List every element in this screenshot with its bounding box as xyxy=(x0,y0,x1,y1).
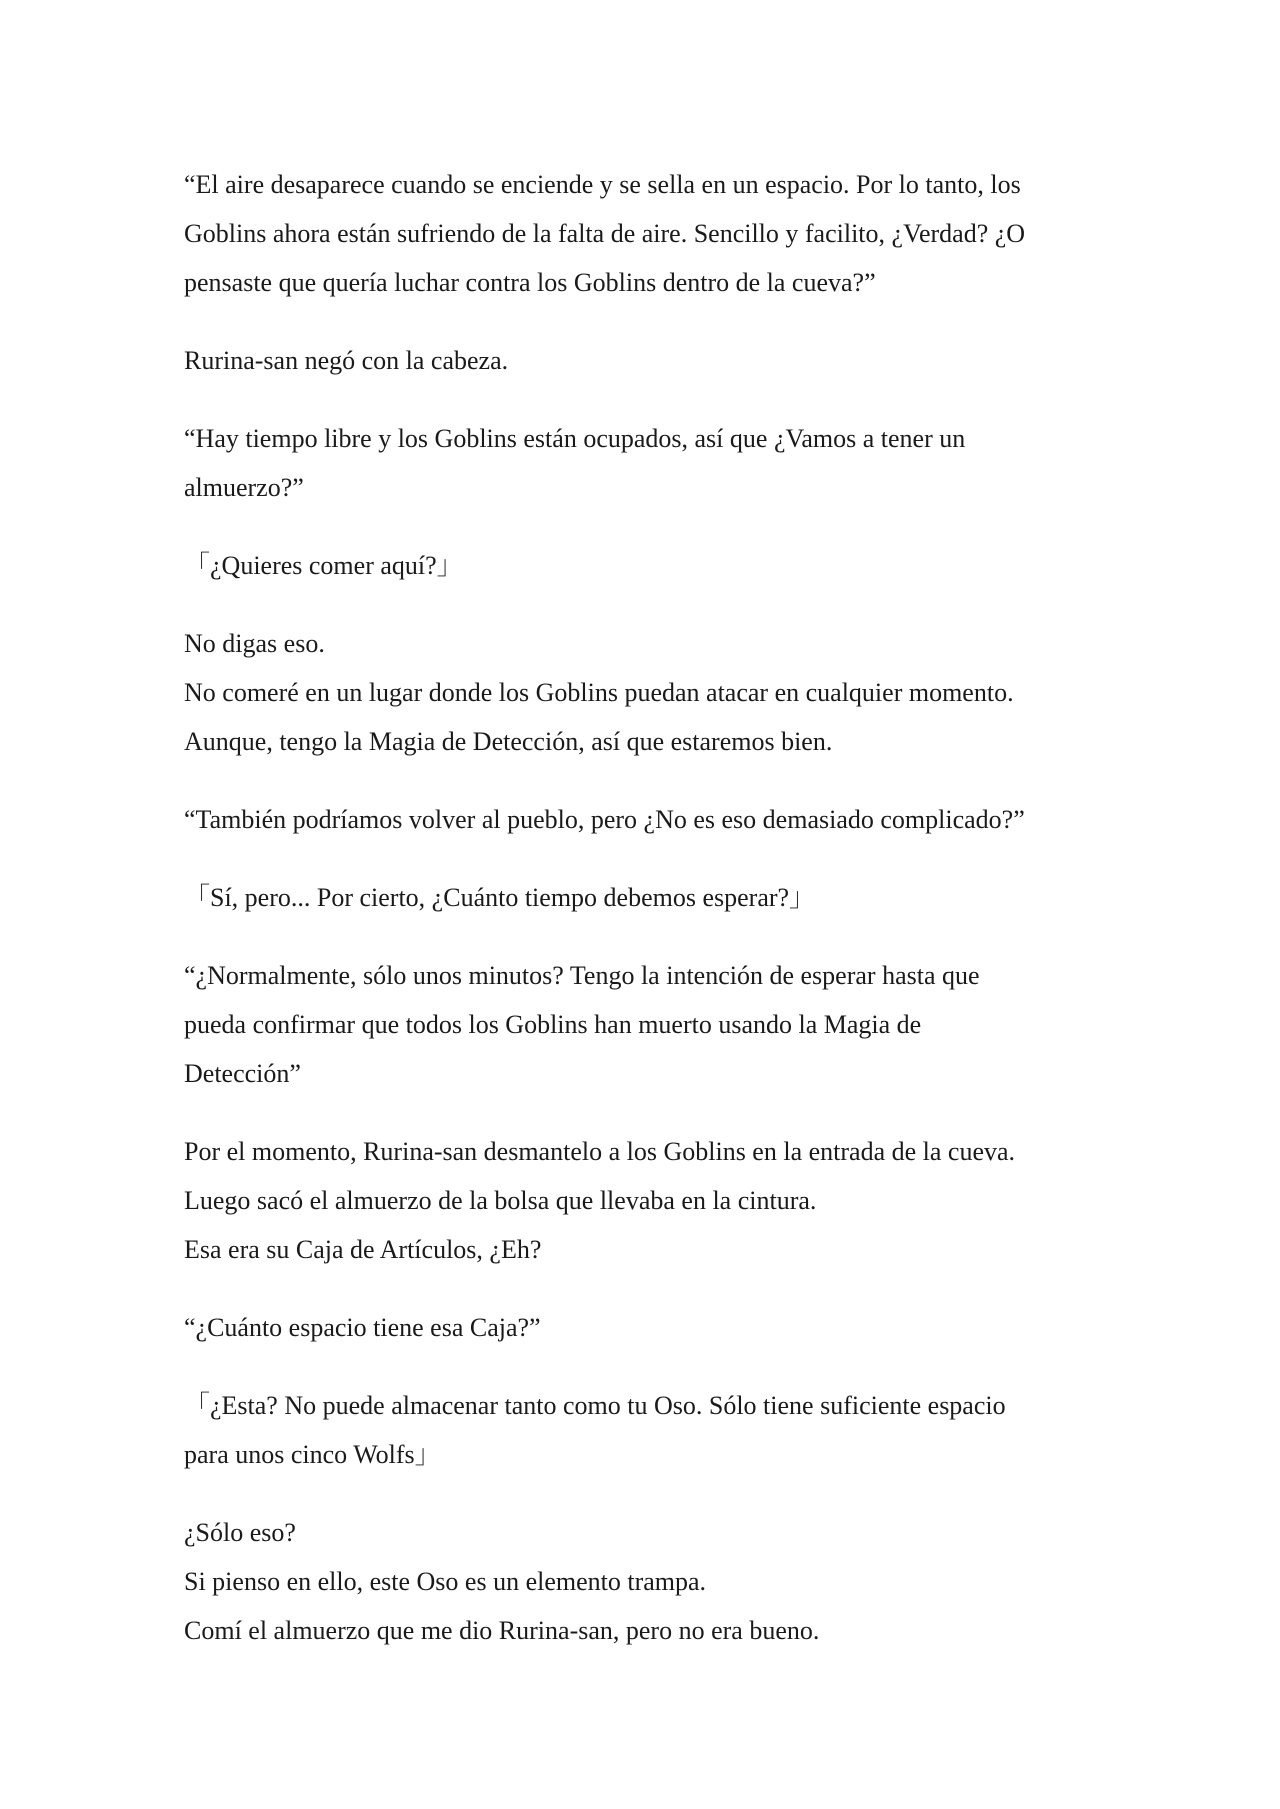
text-line: Si pienso en ello, este Oso es un elemento trampa. xyxy=(184,1567,707,1596)
text-line: Detección” xyxy=(184,1059,301,1088)
text-line: “¿Normalmente, sólo unos minutos? Tengo la intención de esperar hasta que xyxy=(184,961,980,990)
text-line: 「Sí, pero... Por cierto, ¿Cuánto tiempo debemos esperar?」 xyxy=(184,883,816,912)
document-page xyxy=(184,160,1104,1684)
paragraph xyxy=(184,951,1104,1098)
text-line: pueda confirmar que todos los Goblins han muerto usando la Magia de xyxy=(184,1010,922,1039)
paragraph xyxy=(184,541,1104,590)
paragraph xyxy=(184,1303,1104,1352)
text-line: Goblins ahora están sufriendo de la falta de aire. Sencillo y facilito, ¿Verdad? ¿O xyxy=(184,219,1026,248)
text-line: pensaste que quería luchar contra los Goblins dentro de la cueva?” xyxy=(184,268,876,297)
paragraph xyxy=(184,1381,1104,1479)
text-line: Por el momento, Rurina-san desmantelo a los Goblins en la entrada de la cueva. xyxy=(184,1137,1016,1166)
paragraph xyxy=(184,795,1104,844)
text-line: ¿Sólo eso? xyxy=(184,1518,296,1547)
text-line: Luego sacó el almuerzo de la bolsa que llevaba en la cintura. xyxy=(184,1186,817,1215)
paragraph xyxy=(184,414,1104,512)
text-line: Esa era su Caja de Artículos, ¿Eh? xyxy=(184,1235,542,1264)
paragraph xyxy=(184,1508,1104,1655)
text-line: Aunque, tengo la Magia de Detección, así que estaremos bien. xyxy=(184,727,833,756)
text-line: Rurina-san negó con la cabeza. xyxy=(184,346,509,375)
text-line: No digas eso. xyxy=(184,629,325,658)
text-line: “También podríamos volver al pueblo, pero ¿No es eso demasiado complicado?” xyxy=(184,805,1025,834)
paragraph xyxy=(184,336,1104,385)
text-line: “Hay tiempo libre y los Goblins están ocupados, así que ¿Vamos a tener un xyxy=(184,424,966,453)
paragraph xyxy=(184,873,1104,922)
paragraph xyxy=(184,160,1104,307)
paragraph xyxy=(184,619,1104,766)
text-line: 「¿Quieres comer aquí?」 xyxy=(184,551,463,580)
text-line: almuerzo?” xyxy=(184,473,304,502)
text-line: No comeré en un lugar donde los Goblins puedan atacar en cualquier momento. xyxy=(184,678,1014,707)
text-line: 「¿Esta? No puede almacenar tanto como tu Oso. Sólo tiene suficiente espacio xyxy=(184,1391,1006,1420)
text-line: “¿Cuánto espacio tiene esa Caja?” xyxy=(184,1313,541,1342)
paragraph xyxy=(184,1127,1104,1274)
text-line: “El aire desaparece cuando se enciende y se sella en un espacio. Por lo tanto, los xyxy=(184,170,1021,199)
text-line: para unos cinco Wolfs」 xyxy=(184,1440,441,1469)
text-line: Comí el almuerzo que me dio Rurina-san, pero no era bueno. xyxy=(184,1616,820,1645)
